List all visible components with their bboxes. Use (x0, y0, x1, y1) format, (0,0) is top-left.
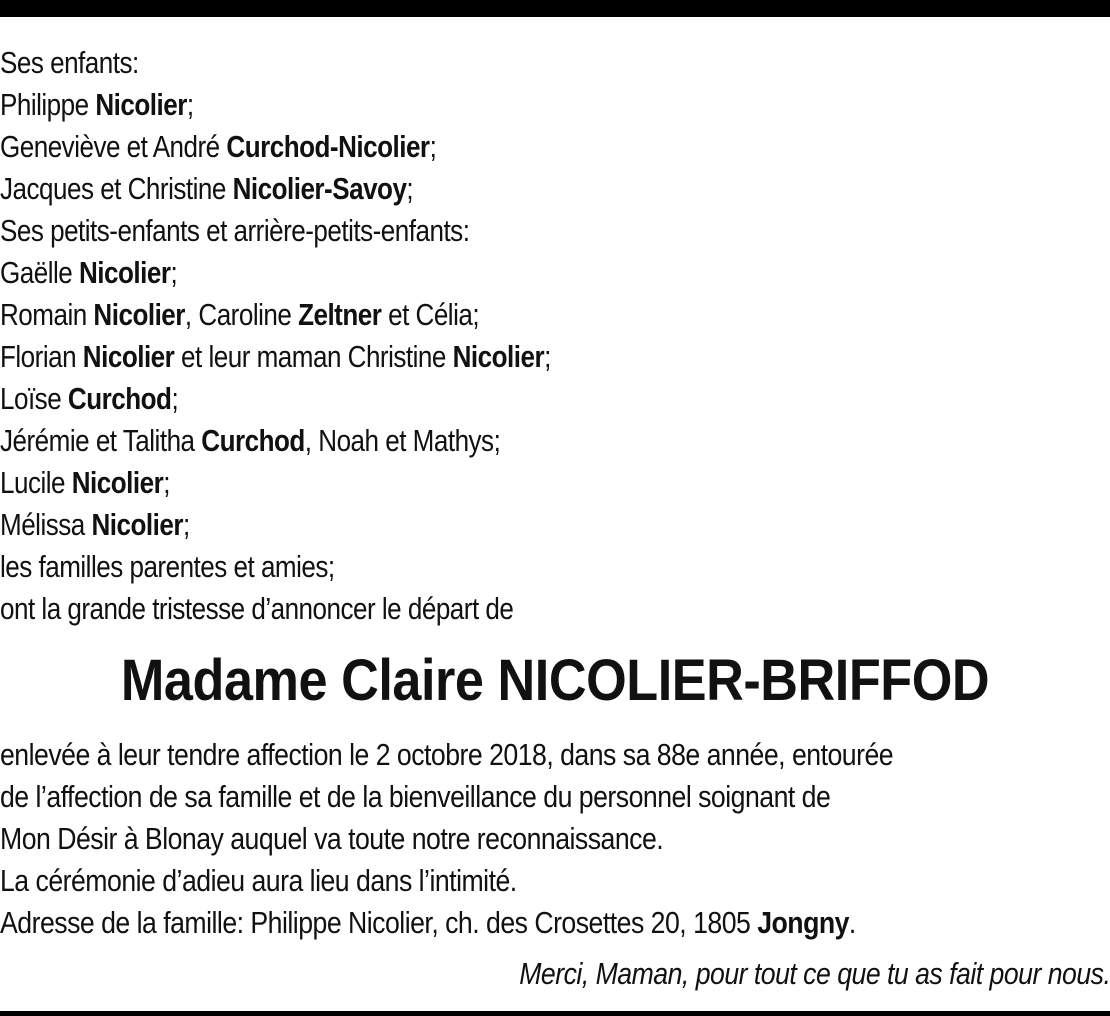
grandchild-entry (0, 462, 932, 504)
announcement-line: ont la grande tristesse d’annoncer le départ de (0, 591, 514, 626)
details-line: Mon Désir à Blonay auquel va toute notre reconnaissance. (0, 821, 664, 856)
grandchild-text: , Caroline (184, 297, 299, 332)
child-entry (0, 84, 932, 126)
top-rule (0, 0, 1110, 17)
grandchild-surname: Curchod (67, 381, 172, 416)
grandchild-text: Jérémie et Talitha (0, 423, 202, 458)
details-line: de l’affection de sa famille et de la bienveillance du personnel soignant de (0, 779, 831, 814)
grandchild-surname: Nicolier (82, 339, 175, 374)
child-first-names: Philippe (0, 87, 96, 122)
child-end: ; (406, 171, 414, 206)
grandchild-text: ; (544, 339, 551, 374)
child-end: ; (429, 129, 437, 164)
grandchild-entry (0, 294, 932, 336)
child-first-names: Geneviève et André (0, 129, 227, 164)
grandchild-text: , Noah et Mathys; (304, 423, 501, 458)
grandchild-text: Gaëlle (0, 255, 79, 290)
grandchild-text: et Célia; (381, 297, 480, 332)
deceased-name: Madame Claire NICOLIER-BRIFFOD (120, 648, 990, 713)
ceremony-line: La cérémonie d’adieu aura lieu dans l’intimité. (0, 863, 517, 898)
grandchildren-heading: Ses petits-enfants et arrière-petits-enfants: (0, 213, 470, 248)
child-entry (0, 126, 932, 168)
address-town: Jongny (757, 905, 849, 940)
child-surname: Nicolier (95, 87, 187, 122)
grandchild-surname: Nicolier (78, 255, 171, 290)
grandchild-entry (0, 252, 932, 294)
grandchild-surname: Nicolier (71, 465, 164, 500)
children-heading: Ses enfants: (0, 45, 139, 80)
grandchild-text: Loïse (0, 381, 68, 416)
grandchild-entry (0, 336, 932, 378)
address-text: Adresse de la famille: Philippe Nicolier, ch. des Crosettes 20, 1805 (0, 905, 758, 940)
grandchild-surname: Nicolier (91, 507, 183, 542)
grandchild-entry (0, 420, 932, 462)
grandchild-surname: Nicolier (93, 297, 185, 332)
grandchild-entry (0, 504, 932, 546)
grandchild-surname: Zeltner (298, 297, 382, 332)
grandchild-text: ; (163, 465, 170, 500)
grandchild-surname: Curchod (201, 423, 305, 458)
grandchild-text: Mélissa (0, 507, 92, 542)
grandchild-text: et leur maman Christine (174, 339, 453, 374)
bottom-rule (0, 1011, 1110, 1016)
child-surname: Nicolier-Savoy (232, 171, 407, 206)
child-first-names: Jacques et Christine (0, 171, 233, 206)
details-line: enlevée à leur tendre affection le 2 octobre 2018, dans sa 88e année, entourée (0, 737, 894, 772)
grandchild-entry (0, 378, 932, 420)
family-list (0, 42, 932, 630)
grandchild-text: ; (171, 381, 179, 416)
child-end: ; (186, 87, 194, 122)
closing-message: Merci, Maman, pour tout ce que tu as fait pour nous. (518, 956, 1110, 991)
grandchild-text: Lucile (0, 465, 72, 500)
grandchild-surname: Nicolier (452, 339, 545, 374)
grandchild-text: Romain (0, 297, 94, 332)
notice-details (0, 734, 955, 944)
address-line (0, 902, 955, 944)
address-end: . (848, 905, 856, 940)
child-entry (0, 168, 932, 210)
child-surname: Curchod-Nicolier (226, 129, 430, 164)
grandchild-text: ; (170, 255, 178, 290)
relatives-line: les familles parentes et amies; (0, 549, 335, 584)
grandchild-text: ; (182, 507, 190, 542)
grandchild-text: Florian (0, 339, 83, 374)
